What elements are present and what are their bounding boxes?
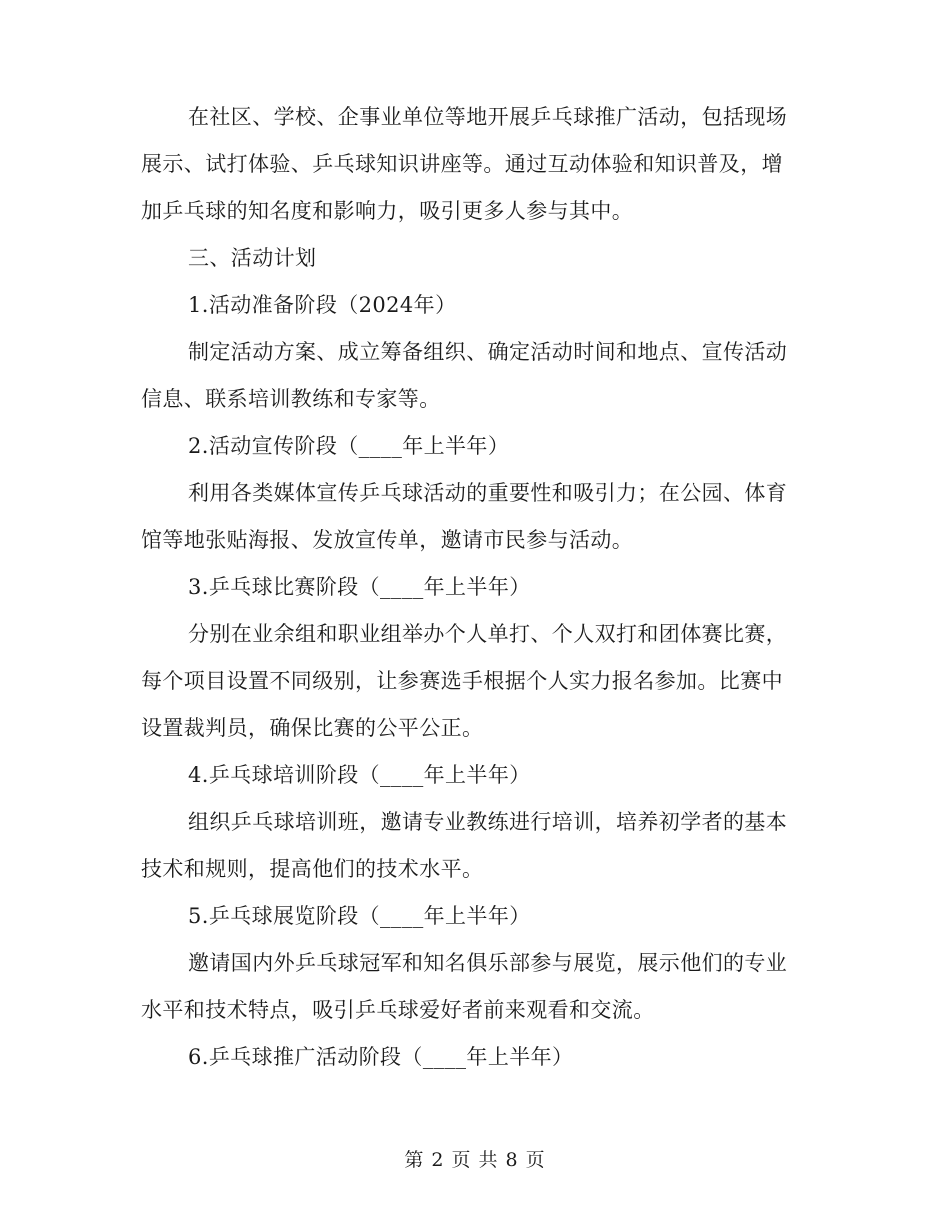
page-number-footer: 第 2 页 共 8 页 [404, 1149, 546, 1171]
paragraph-publicity: 利用各类媒体宣传乒乓球活动的重要性和吸引力；在公园、体育馆等地张贴海报、发放宣传单，邀请市民参与活动。 [141, 481, 788, 552]
paragraph-promotion-activities: 在社区、学校、企事业单位等地开展乒乓球推广活动，包括现场展示、试打体验、乒乓球知识讲座等。通过互动体验和知识普及，增加乒乓球的知名度和影响力，吸引更多人参与其中。 [141, 105, 788, 223]
paragraph-preparation: 制定活动方案、成立筹备组织、确定活动时间和地点、宣传活动信息、联系培训教练和专家等。 [141, 340, 788, 411]
subheading-promotion-stage: 6.乒乓球推广活动阶段（____年上半年） [188, 1045, 574, 1069]
paragraph-training: 组织乒乓球培训班，邀请专业教练进行培训，培养初学者的基本技术和规则，提高他们的技术水平。 [141, 810, 788, 881]
paragraph-exhibition: 邀请国内外乒乓球冠军和知名俱乐部参与展览，展示他们的专业水平和技术特点，吸引乒乓球爱好者前来观看和交流。 [141, 951, 788, 1022]
subheading-publicity-stage: 2.活动宣传阶段（____年上半年） [188, 434, 510, 458]
subheading-competition-stage: 3.乒乓球比赛阶段（____年上半年） [188, 575, 531, 599]
section-heading-activity-plan: 三、活动计划 [188, 246, 317, 270]
document-body [141, 94, 801, 1081]
subheading-training-stage: 4.乒乓球培训阶段（____年上半年） [188, 763, 531, 787]
subheading-preparation-stage: 1.活动准备阶段（2024年） [188, 293, 457, 317]
paragraph-competition: 分别在业余组和职业组举办个人单打、个人双打和团体赛比赛，每个项目设置不同级别，让参赛选手根据个人实力报名参加。比赛中设置裁判员，确保比赛的公平公正。 [141, 622, 788, 740]
subheading-exhibition-stage: 5.乒乓球展览阶段（____年上半年） [188, 904, 531, 928]
